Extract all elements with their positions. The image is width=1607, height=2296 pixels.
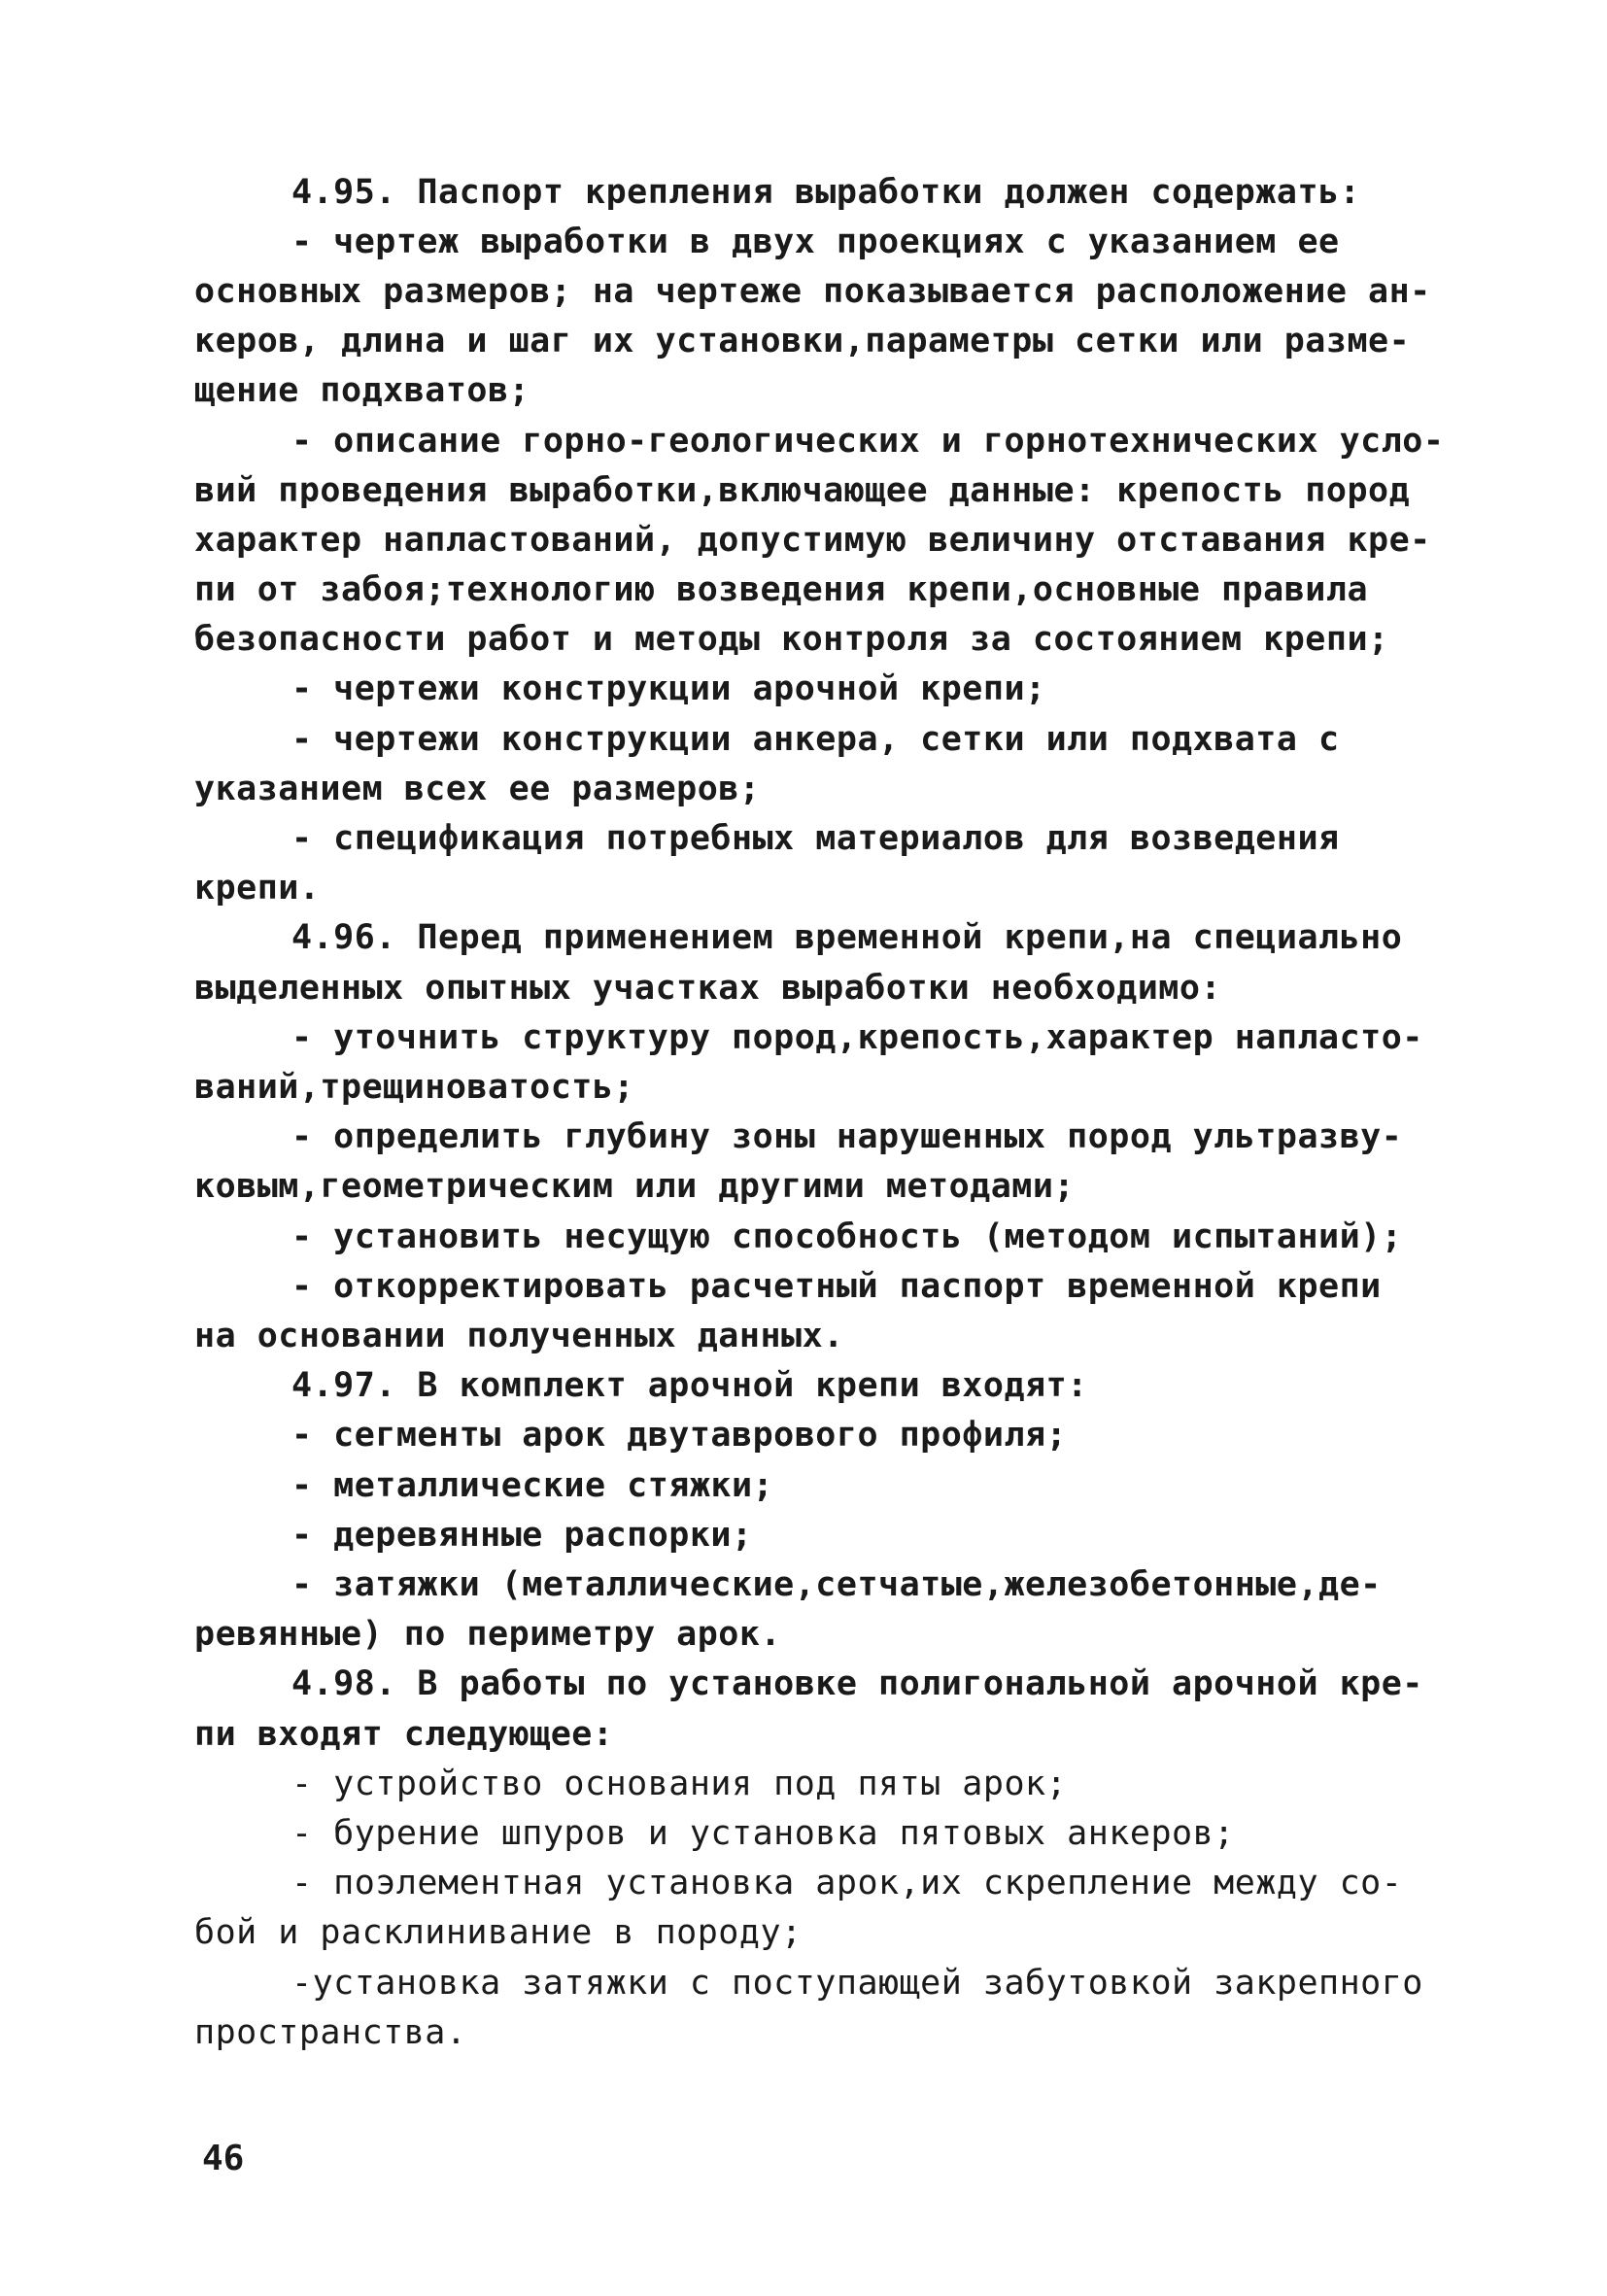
text-line: указанием всех ее размеров; xyxy=(194,770,761,808)
text-line: ковым,геометрическим или другими методами; xyxy=(194,1167,1076,1206)
text-line: - чертежи конструкции арочной крепи; xyxy=(291,669,1046,708)
text-line: - деревянные распорки; xyxy=(291,1516,753,1555)
text-line: - определить глубину зоны нарушенных пород ультразву- xyxy=(291,1117,1403,1156)
text-line: пи от забоя;технологию возведения крепи,основные правила xyxy=(194,570,1369,609)
text-line: безопасности работ и методы контроля за состоянием крепи; xyxy=(194,620,1389,659)
text-line: на основании полученных данных. xyxy=(194,1317,844,1355)
text-line: - описание горно-геологических и горнотехнических усло- xyxy=(291,422,1445,461)
text-line: крепи. xyxy=(194,869,321,908)
text-line: - установить несущую способность (методом испытаний); xyxy=(291,1217,1403,1256)
text-line: - чертеж выработки в двух проекциях с указанием ее xyxy=(291,223,1340,261)
text-line: основных размеров; на чертеже показывается расположение ан- xyxy=(194,272,1431,311)
text-line: 4.95. Паспорт крепления выработки должен содержать: xyxy=(291,173,1361,212)
text-line: керов, длина и шаг их установки,параметры сетки или разме- xyxy=(194,322,1411,360)
text-line: - спецификация потребных материалов для возведения xyxy=(291,819,1340,858)
text-line: - чертежи конструкции анкера, сетки или подхвата с xyxy=(291,720,1340,759)
text-line: - бурение шпуров и установка пятовых анкеров; xyxy=(291,1814,1235,1853)
page-number: 46 xyxy=(202,2139,245,2178)
text-line: пространства. xyxy=(194,2013,467,2052)
text-line: бой и расклинивание в породу; xyxy=(194,1913,803,1952)
text-line: - сегменты арок двутаврового профиля; xyxy=(291,1416,1068,1455)
text-line: - поэлементная установка арок,их скрепление между со- xyxy=(291,1864,1403,1902)
text-line: - металлические стяжки; xyxy=(291,1466,774,1505)
text-line: - устройство основания под пяты арок; xyxy=(291,1765,1068,1803)
text-line: ревянные) по периметру арок. xyxy=(194,1615,782,1654)
text-line: вий проведения выработки,включающее данные: крепость пород xyxy=(194,471,1411,510)
text-line: - откорректировать расчетный паспорт временной крепи xyxy=(291,1267,1382,1306)
text-line: выделенных опытных участках выработки необходимо: xyxy=(194,969,1222,1008)
text-line: - затяжки (металлические,сетчатые,железобетонные,де- xyxy=(291,1565,1382,1604)
text-line: характер напластований, допустимую величину отставания кре- xyxy=(194,521,1431,560)
text-line: 4.97. В комплект арочной крепи входят: xyxy=(291,1366,1088,1405)
text-line: ваний,трещиноватость; xyxy=(194,1068,635,1107)
text-line: -установка затяжки с поступающей забутовкой закрепного xyxy=(291,1964,1423,2003)
text-line: щение подхватов; xyxy=(194,371,530,410)
text-line: - уточнить структуру пород,крепость,характер напласто- xyxy=(291,1018,1423,1057)
text-line: 4.98. В работы по установке полигональной арочной кре- xyxy=(291,1664,1423,1703)
text-line: пи входят следующее: xyxy=(194,1715,614,1754)
text-line: 4.96. Перед применением временной крепи,на специально xyxy=(291,918,1403,957)
